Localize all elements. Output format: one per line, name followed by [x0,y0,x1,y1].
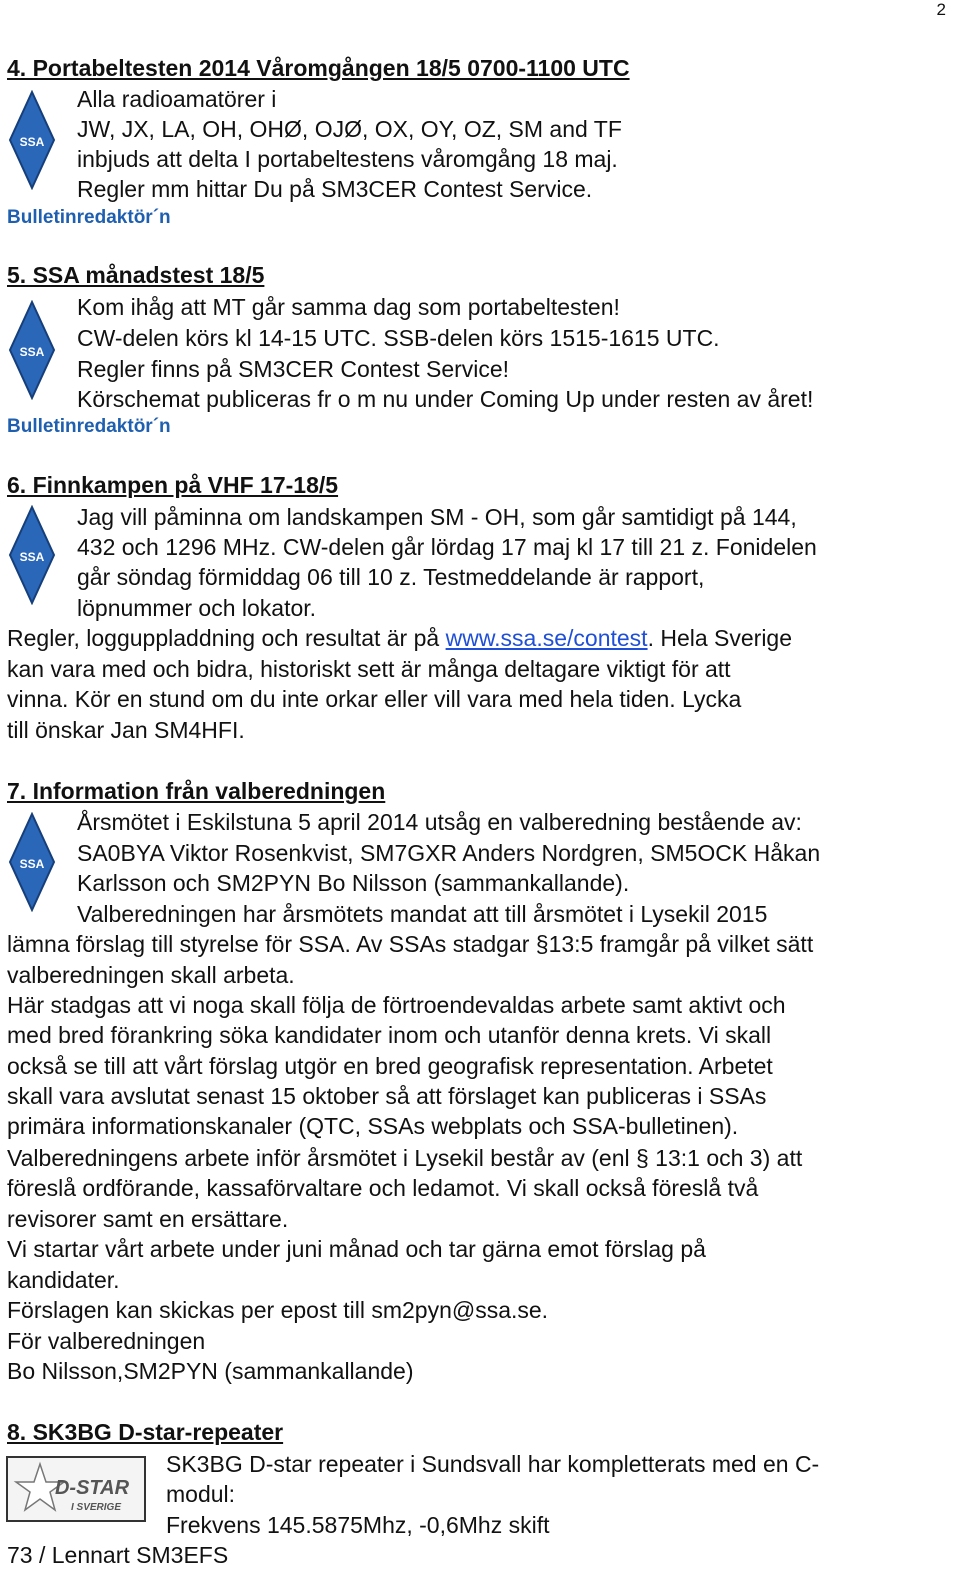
section-7-full-line-7: primära informationskanaler (QTC, SSAs webplats och SSA-bulletinen). [7,1113,739,1139]
section-8-heading: 8. SK3BG D-star-repeater [7,1419,284,1445]
section-6-rules-line [7,624,792,652]
section-6-line-1: Jag vill påminna om landskampen SM - OH, som går samtidigt på 144, [77,504,797,530]
rules-text-before: Regler, logguppladdning och resultat är på [7,625,446,651]
section-7-full-line-13: Förslagen kan skickas per epost till sm2pyn@ssa.se. [7,1297,549,1323]
section-5-line-1: Kom ihåg att MT går samma dag som portabeltesten! [77,294,620,320]
section-5-heading: 5. SSA månadstest 18/5 [7,262,265,288]
section-7-full-line-10: revisorer samt en ersättare. [7,1206,289,1232]
section-7-full-line-11: Vi startar vårt arbete under juni månad och tar gärna emot förslag på [7,1236,706,1262]
ssa-logo-icon [6,90,58,190]
section-7-full-line-8: Valberedningens arbete inför årsmötet i Lysekil består av (enl § 13:1 och 3) att [7,1145,803,1171]
section-4-line-3: inbjuds att delta I portabeltestens våromgång 18 maj. [77,146,618,172]
section-6-heading: 6. Finnkampen på VHF 17-18/5 [7,472,339,498]
page-number: 2 [936,0,946,19]
section-8-line-3: Frekvens 145.5875Mhz, -0,6Mhz skift [166,1512,550,1538]
section-6-line-3: går söndag förmiddag 06 till 10 z. Testmeddelande är rapport, [77,564,705,590]
section-7-line-3: Karlsson och SM2PYN Bo Nilsson (sammankallande). [77,870,630,896]
section-6-full-line-2: vinna. Kör en stund om du inte orkar eller vill vara med hela tiden. Lycka [7,686,742,712]
ssa-logo-text: SSA [19,857,45,871]
section-8-line-1: SK3BG D-star repeater i Sundsvall har kompletterats med en C- [166,1451,820,1477]
section-7-full-line-12: kandidater. [7,1267,120,1293]
dstar-logo-subtext: I SVERIGE [70,1502,122,1513]
section-7-full-line-6: skall vara avslutat senast 15 oktober så att förslaget kan publiceras i SSAs [7,1083,767,1109]
section-5-line-4: Körschemat publiceras fr o m nu under Coming Up under resten av året! [77,386,814,412]
rules-text-after: . Hela Sverige [647,625,793,651]
section-6-line-4: löpnummer och lokator. [77,595,317,621]
section-7-full-line-3: Här stadgas att vi noga skall följa de förtroendevaldas arbete samt aktivt och [7,992,786,1018]
section-4-line-2: JW, JX, LA, OH, OHØ, OJØ, OX, OY, OZ, SM and TF [77,116,622,142]
section-7-full-line-15: Bo Nilsson,SM2PYN (sammankallande) [7,1358,414,1384]
section-6-full-line-3: till önskar Jan SM4HFI. [7,717,245,743]
section-4-line-1: Alla radioamatörer i [77,86,277,112]
section-7-line-4: Valberedningen har årsmötets mandat att till årsmötet i Lysekil 2015 [77,901,768,927]
ssa-logo-icon [6,300,58,400]
ssa-logo-icon [6,812,58,912]
section-7-line-1: Årsmötet i Eskilstuna 5 april 2014 utsåg en valberedning bestående av: [77,809,802,835]
section-4-line-4: Regler mm hittar Du på SM3CER Contest Service. [77,176,593,202]
section-7-heading: 7. Information från valberedningen [7,778,386,804]
section-4-heading: 4. Portabeltesten 2014 Våromgången 18/5 0700-1100 UTC [7,55,630,81]
section-7-full-line-1: lämna förslag till styrelse för SSA. Av SSAs stadgar §13:5 framgår på vilket sätt [7,931,814,957]
section-6-line-2: 432 och 1296 MHz. CW-delen går lördag 17 maj kl 17 till 21 z. Fonidelen [77,534,817,560]
section-5-line-3: Regler finns på SM3CER Contest Service! [77,356,510,382]
section-4-signature: Bulletinredaktör´n [7,207,171,228]
ssa-logo-text: SSA [19,345,45,359]
section-5-line-2: CW-delen körs kl 14-15 UTC. SSB-delen körs 1515-1615 UTC. [77,325,720,351]
section-7-line-2: SA0BYA Viktor Rosenkvist, SM7GXR Anders Nordgren, SM5OCK Håkan [77,840,821,866]
section-8-line-2: modul: [166,1481,236,1507]
section-7-full-line-2: valberedningen skall arbeta. [7,962,295,988]
ssa-logo-text: SSA [19,550,45,564]
section-7-full-line-4: med bred förankring söka kandidater inom och utanför denna krets. Vi skall [7,1022,772,1048]
dstar-logo-icon [6,1456,146,1522]
section-8-signature: 73 / Lennart SM3EFS [7,1542,229,1568]
dstar-logo-text: D-STAR [54,1477,130,1499]
section-7-full-line-9: föreslå ordförande, kassaförvaltare och ledamot. Vi skall också föreslå två [7,1175,759,1201]
ssa-logo-icon [6,505,58,605]
section-5-signature: Bulletinredaktör´n [7,416,171,437]
section-6-full-line-1: kan vara med och bidra, historiskt sett är många deltagare viktigt för att [7,656,731,682]
section-7-full-line-5: också se till att vårt förslag utgör en bred geografisk representation. Arbetet [7,1053,773,1079]
section-7-full-line-14: För valberedningen [7,1328,206,1354]
ssa-logo-text: SSA [19,135,45,149]
contest-link[interactable]: www.ssa.se/contest [445,625,648,651]
